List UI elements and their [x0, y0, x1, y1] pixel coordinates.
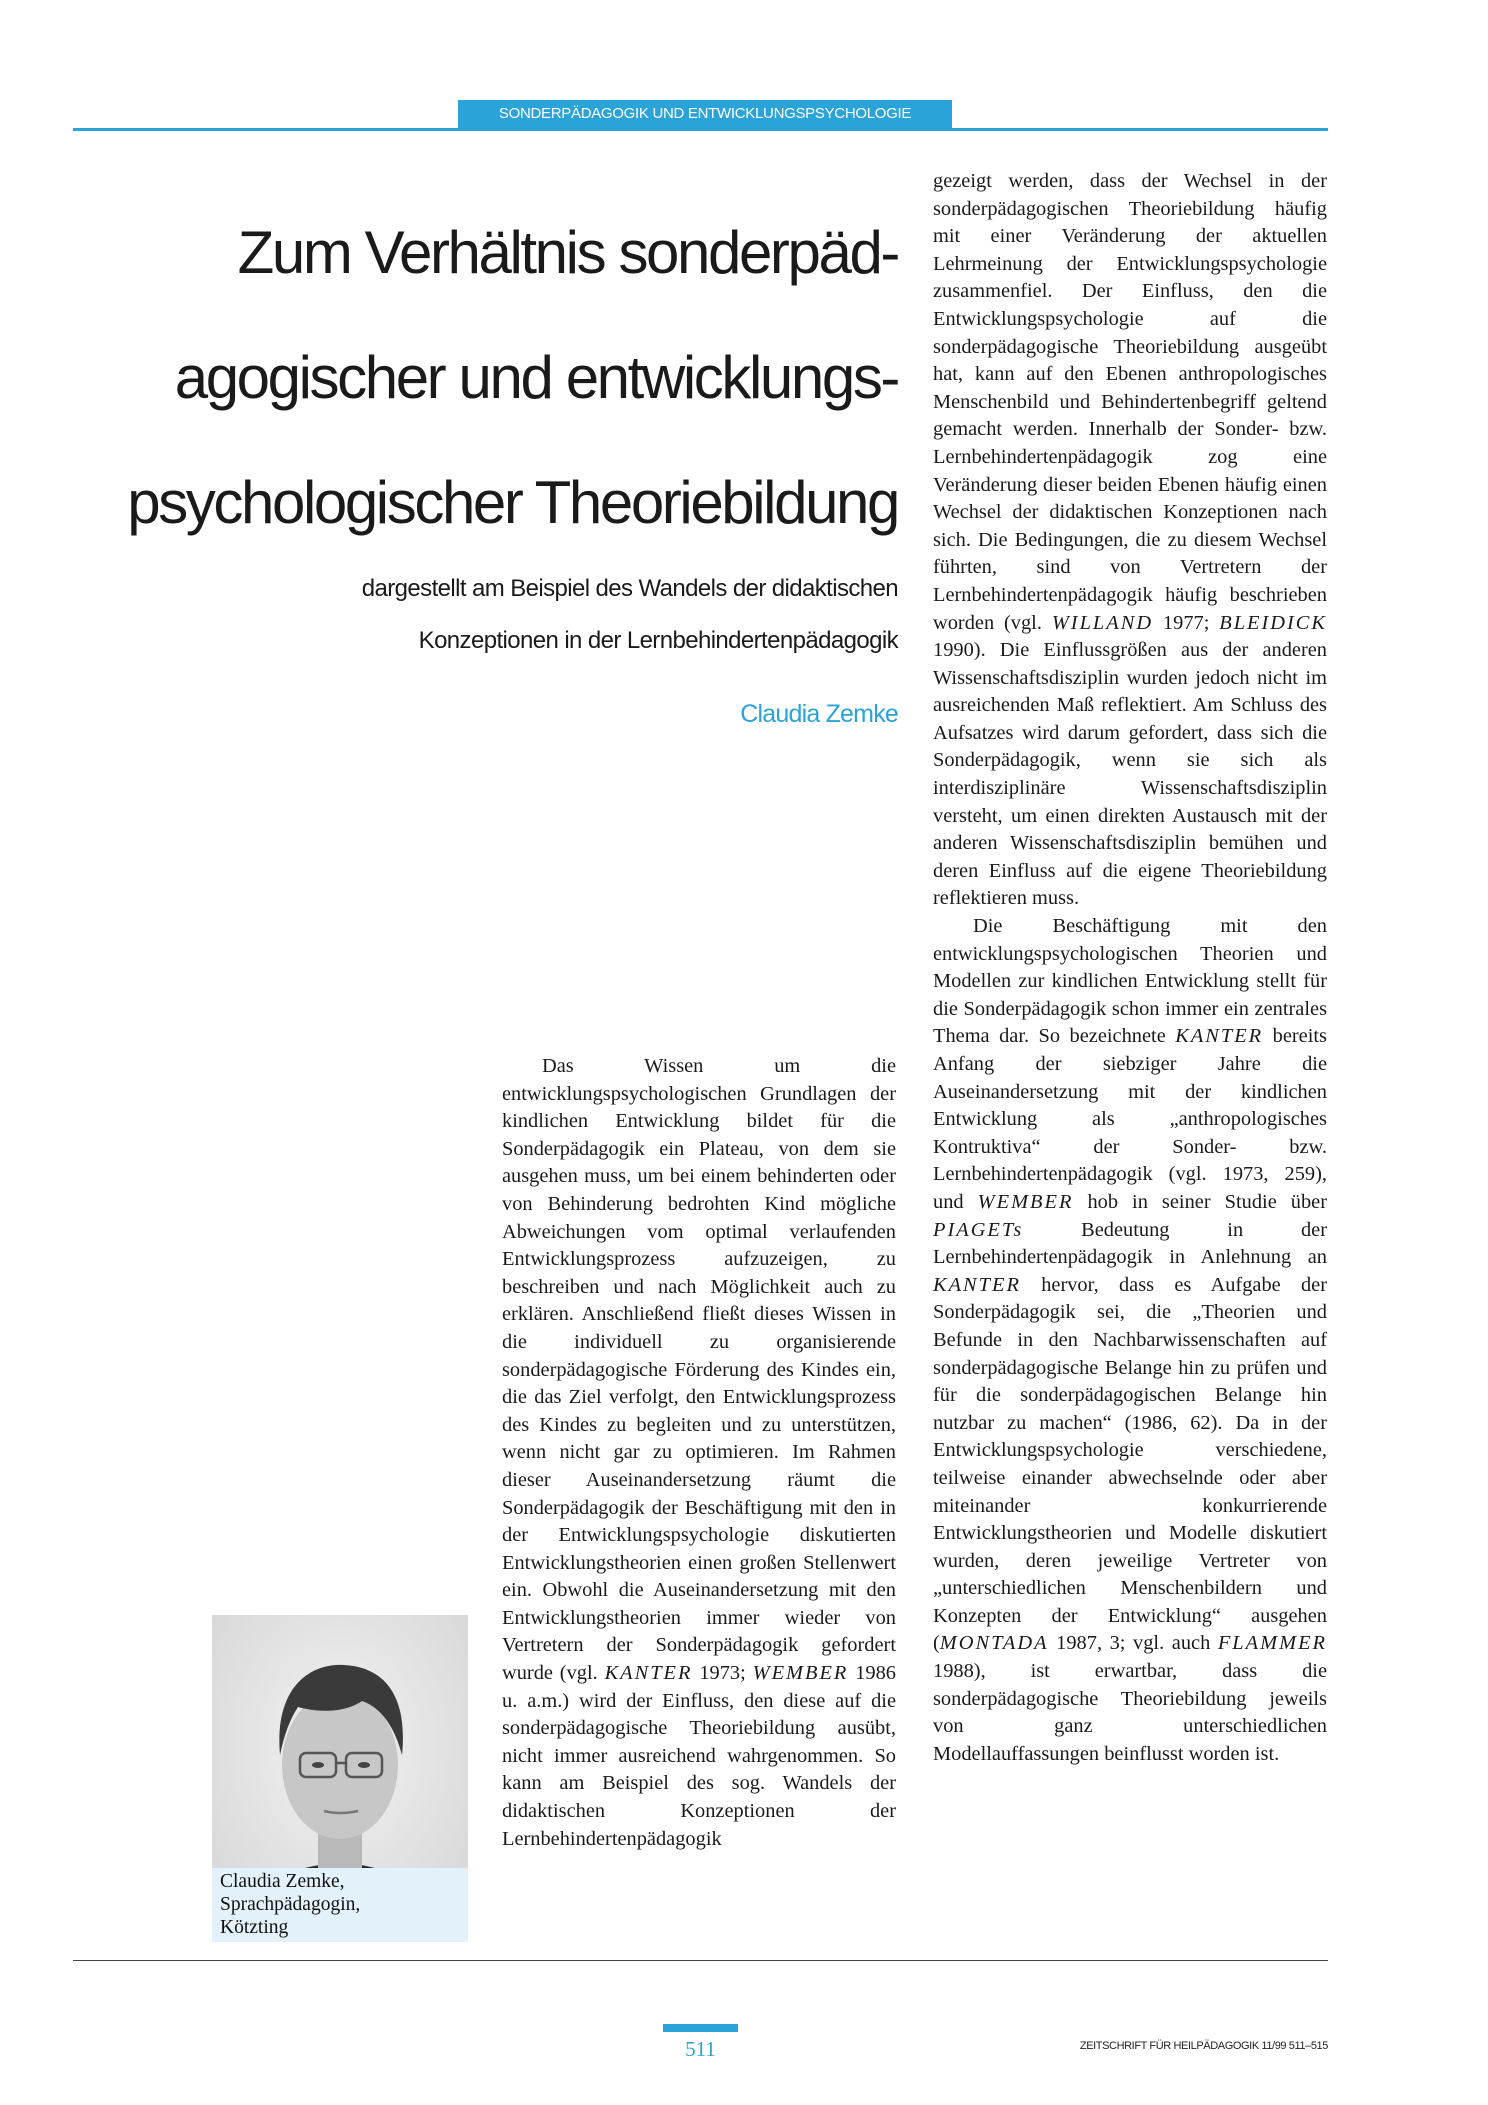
body-column-middle	[502, 1053, 896, 1853]
text-run: Das Wissen um die entwicklungspsychologischen Grundlagen der kindlichen Entwicklung bildet für die Sonderpädagogik ein Plateau, von dem sie ausgehen muss, um bei einem behinderten oder von Behinderung bedrohten Kind mögliche Abweichungen vom optimal verlaufenden Entwicklungsprozess aufzuzeigen, zu beschreiben und nach Möglichkeit auch zu erklären. Anschließend fließt dieses Wissen in die individuell zu organisierende sonderpädagogische Förderung des Kindes ein, die das Ziel verfolgt, den Entwicklungsprozess des Kindes zu begleiten und zu unterstützen, wenn nicht gar zu optimieren. Im Rahmen dieser Auseinandersetzung räumt die Sonderpädagogik der Beschäftigung mit den in der Entwicklungspsychologie diskutierten Entwicklungstheorien einen großen Stellenwert ein. Obwohl die Auseinandersetzung mit den Entwicklungstheorien immer wieder von Vertretern der Sonderpädagogik gefordert wurde (vgl.	[502, 1055, 896, 1685]
article-subtitle	[100, 563, 898, 667]
footer-rule	[73, 1960, 1328, 1961]
cited-author: FLAMMER	[1217, 1632, 1327, 1655]
caption-line: Sprachpädagogin,	[220, 1894, 361, 1915]
subtitle-line: Konzeptionen in der Lernbehindertenpädagogik	[418, 627, 898, 654]
paragraph	[502, 1053, 896, 1853]
page-number: 511	[685, 2037, 716, 2061]
paragraph	[933, 168, 1327, 913]
cited-author: WEMBER	[977, 1190, 1074, 1213]
cited-author: BLEIDICK	[1219, 611, 1327, 634]
header-rule	[73, 128, 1328, 131]
cited-author: MONTADA	[939, 1632, 1049, 1655]
text-run: hob in seiner Studie über	[1087, 1190, 1327, 1213]
author-name: Claudia Zemke	[740, 700, 898, 728]
text-run: 1988), ist erwartbar, dass die sonderpädagogische Theoriebildung jeweils von ganz unterschiedlichen Modellauffassungen beinflusst worden ist.	[933, 1660, 1327, 1765]
cited-author: KANTER	[933, 1273, 1021, 1296]
title-line: Zum Verhältnis sonderpäd-	[237, 219, 898, 286]
text-run: 1990). Die Einflussgrößen aus der anderen Wissenschaftsdisziplin wurden jedoch nicht im ausreichenden Maß reflektiert. Am Schluss des Aufsatzes wird darum gefordert, dass sich die Sonderpädagogik, wenn sie sich als interdisziplinäre Wissenschaftsdisziplin versteht, um einen direkten Austausch mit der anderen Wissenschaftsdisziplin bemühen und deren Einfluss auf die eigene Theoriebildung reflektieren muss.	[933, 639, 1327, 910]
text-run: gezeigt werden, dass der Wechsel in der sonderpädagogischen Theoriebildung häufig mit einer Veränderung der aktuellen Lehrmeinung der Entwicklungspsychologie zusammenfiel. Der Einfluss, den die Entwicklungspsychologie auf die sonderpädagogische Theoriebildung ausgeübt hat, kann auf den Ebenen anthropologisches Menschenbild und Behindertenbegriff geltend gemacht werden. Innerhalb der Sonder- bzw. Lernbehindertenpädagogik zog eine Veränderung dieser beiden Ebenen häufig einen Wechsel der didaktischen Konzeptionen nach sich. Die Bedingungen, die zu diesem Wechsel führten, sind von Vertretern der Lernbehindertenpädagogik häufig beschrieben worden (vgl.	[933, 170, 1327, 634]
page-number-tab	[663, 2024, 738, 2032]
text-run: Bedeutung in der Lernbehindertenpädagogik in Anlehnung an	[933, 1218, 1327, 1269]
cited-author: PIAGETs	[933, 1218, 1024, 1241]
subtitle-line: dargestellt am Beispiel des Wandels der didaktischen	[361, 575, 898, 602]
title-line: agogischer und entwicklungs-	[174, 344, 898, 411]
caption-line: Kötzting	[220, 1917, 289, 1938]
text-run: 1986 u. a.m.) wird der Einfluss, den diese auf die sonderpädagogische Theoriebildung ausübt, nicht immer ausreichend wahrgenommen. So kann am Beispiel des sog. Wandels der didaktischen Konzeptionen der Lernbehindertenpädagogik	[502, 1662, 896, 1850]
cited-author: WILLAND	[1051, 611, 1154, 634]
text-run: bereits Anfang der siebziger Jahre die Auseinandersetzung mit der kindlichen Entwicklung als „anthropologisches Kontruktiva“ der Sonder- bzw. Lernbehindertenpädagogik (vgl. 1973, 259), und	[933, 1025, 1327, 1213]
text-run: 1977;	[1162, 611, 1210, 634]
cited-author: KANTER	[604, 1662, 693, 1685]
body-column-right	[933, 168, 1327, 1768]
text-run: Die Beschäftigung mit den entwicklungspsychologischen Theorien und Modellen zur kindlichen Entwicklung stellt für die Sonderpädagogik schon immer ein zentrales Thema dar. So bezeichnete	[933, 915, 1327, 1048]
section-header: SONDERPÄDAGOGIK UND ENTWICKLUNGSPSYCHOLOGIE	[458, 100, 952, 128]
title-line: psychologischer Theoriebildung	[127, 469, 898, 536]
photo-caption	[212, 1868, 468, 1942]
paragraph	[933, 913, 1327, 1768]
text-run: 1973;	[699, 1662, 746, 1685]
cited-author: KANTER	[1175, 1025, 1264, 1048]
text-run: 1987, 3; vgl. auch	[1056, 1632, 1211, 1655]
text-run: hervor, dass es Aufgabe der Sonderpädagogik sei, die „Theorien und Befunde in den Nachbarwissenschaften auf sonderpädagogische Belange hin zu prüfen und für die sonderpädagogischen Belange hin nutzbar zu machen“ (1986, 62). Da in der Entwicklungspsychologie verschiedene, teilweise einander abwechselnde oder aber miteinander konkurrierende Entwicklungstheorien und Modelle diskutiert wurden, deren jeweilige Vertreter von „unterschiedlichen Menschenbildern und Konzepten der Entwicklung“ ausgehen (	[933, 1273, 1327, 1655]
article-title	[60, 190, 898, 565]
cited-author: WEMBER	[752, 1662, 849, 1685]
caption-line: Claudia Zemke,	[220, 1871, 345, 1892]
journal-reference: ZEITSCHRIFT FÜR HEILPÄDAGOGIK 11/99 511–515	[1079, 2040, 1328, 2052]
